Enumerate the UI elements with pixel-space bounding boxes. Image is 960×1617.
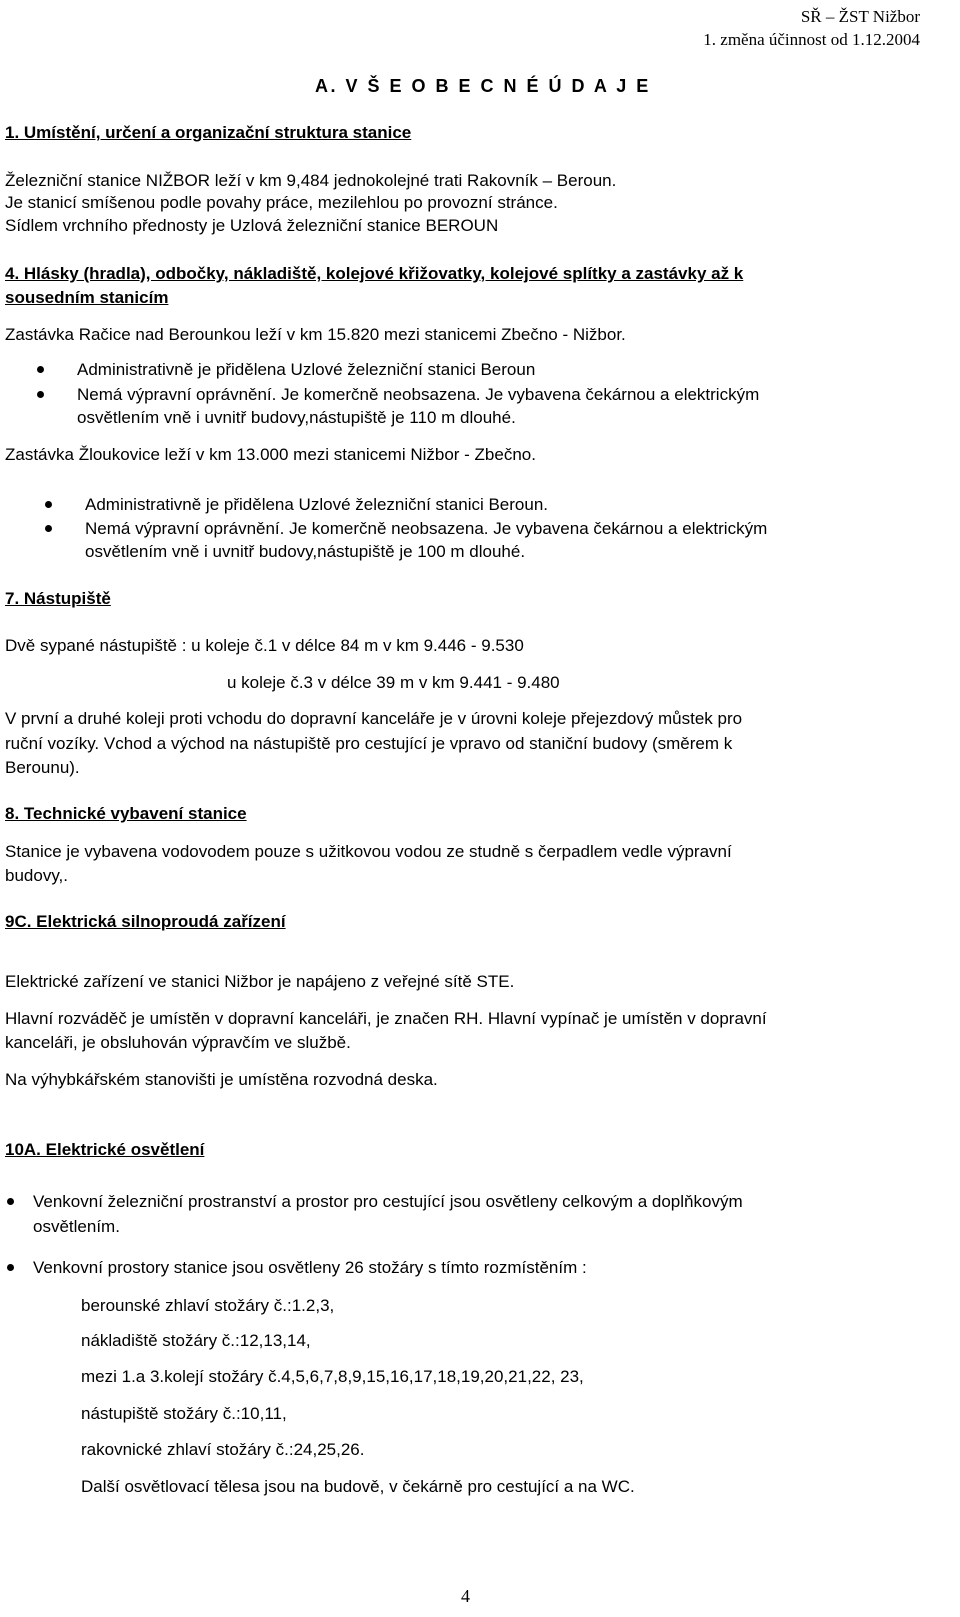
s7-line-1: Dvě sypané nástupiště : u koleje č.1 v délce 84 m v km 9.446 - 9.530	[5, 636, 524, 655]
page-number: 4	[461, 1586, 470, 1606]
stop-zloukovice-bullet-1: Administrativně je přidělena Uzlové železniční stanici Beroun.	[85, 495, 549, 514]
s10a-item-3: mezi 1.a 3.kolejí stožáry č.4,5,6,7,8,9,15,16,17,18,19,20,21,22, 23,	[81, 1367, 584, 1386]
section-9c-heading: 9C. Elektrická silnoproudá zařízení	[5, 912, 286, 931]
stop-zloukovice-bullet-2-line-1: Nemá výpravní oprávnění. Je komerčně neobsazena. Je vybavena čekárnou a elektrickým	[85, 519, 768, 538]
section-4-heading-line-2: sousedním stanicím	[5, 288, 169, 307]
stop-racice-bullet-2-line-2: osvětlením vně i uvnitř budovy,nástupiště je 110 m dlouhé.	[77, 408, 516, 427]
stop-zloukovice-bullet-2-line-2: osvětlením vně i uvnitř budovy,nástupiště je 100 m dlouhé.	[85, 542, 526, 561]
stop-zloukovice-intro: Zastávka Žloukovice leží v km 13.000 mezi stanicemi Nižbor - Zbečno.	[5, 445, 536, 464]
section-4-heading-line-1: 4. Hlásky (hradla), odbočky, nákladiště, kolejové křižovatky, kolejové splítky a zastávky až k	[5, 264, 744, 283]
section-8-heading: 8. Technické vybavení stanice	[5, 804, 247, 823]
s10a-item-2: nákladiště stožáry č.:12,13,14,	[81, 1331, 311, 1350]
stop-racice-intro: Zastávka Račice nad Berounkou leží v km 15.820 mezi stanicemi Zbečno - Nižbor.	[5, 325, 626, 344]
section-1-heading: 1. Umístění, určení a organizační struktura stanice	[5, 123, 412, 142]
s10a-item-5: rakovnické zhlaví stožáry č.:24,25,26.	[81, 1440, 365, 1459]
bullet-icon	[45, 525, 52, 532]
s10a-item-6: Další osvětlovací tělesa jsou na budově, v čekárně pro cestující a na WC.	[81, 1477, 635, 1496]
bullet-icon	[37, 391, 44, 398]
s10a-bullet-2: Venkovní prostory stanice jsou osvětleny 26 stožáry s tímto rozmístěním :	[33, 1258, 587, 1277]
s7-para-line-2: ruční vozíky. Vchod a východ na nástupiště pro cestující je vpravo od staniční budovy (směrem k	[5, 734, 733, 753]
s10a-bullet-1-line-2: osvětlením.	[33, 1217, 120, 1236]
s1-line-2: Je stanicí smíšenou podle povahy práce, mezilehlou po provozní stránce.	[5, 193, 558, 212]
s9c-para-3: Na výhybkářském stanovišti je umístěna rozvodná deska.	[5, 1070, 438, 1089]
stop-racice-bullet-1: Administrativně je přidělena Uzlové železniční stanici Beroun	[77, 360, 536, 379]
stop-racice-bullet-2-line-1: Nemá výpravní oprávnění. Je komerčně neobsazena. Je vybavena čekárnou a elektrickým	[77, 385, 760, 404]
s9c-para-2-line-1: Hlavní rozváděč je umístěn v dopravní kanceláři, je značen RH. Hlavní vypínač je umístěn v dopravní	[5, 1009, 767, 1028]
bullet-icon	[37, 366, 44, 373]
s10a-bullet-1-line-1: Venkovní železniční prostranství a prostor pro cestující jsou osvětleny celkovým a doplňkovým	[33, 1192, 743, 1211]
s8-line-1: Stanice je vybavena vodovodem pouze s užitkovou vodou ze studně s čerpadlem vedle výpravní	[5, 842, 732, 861]
bullet-icon	[7, 1264, 14, 1271]
header-doc-name: SŘ – ŽST Nižbor	[800, 7, 920, 26]
s10a-item-1: berounské zhlaví stožáry č.:1.2,3,	[81, 1296, 335, 1315]
section-10a-heading: 10A. Elektrické osvětlení	[5, 1140, 205, 1159]
bullet-icon	[45, 501, 52, 508]
s8-line-2: budovy,.	[5, 866, 69, 885]
s7-para-line-3: Berounu).	[5, 758, 80, 777]
bullet-icon	[7, 1198, 14, 1205]
part-title: A. V Š E O B E C N É Ú D A J E	[315, 76, 651, 96]
s1-line-3: Sídlem vrchního přednosty je Uzlová železniční stanice BEROUN	[5, 216, 499, 235]
s7-line-2: u koleje č.3 v délce 39 m v km 9.441 - 9.480	[227, 673, 560, 692]
s9c-para-2-line-2: kanceláři, je obsluhován výpravčím ve službě.	[5, 1033, 351, 1052]
header-revision: 1. změna účinnost od 1.12.2004	[703, 30, 920, 49]
section-7-heading: 7. Nástupiště	[5, 589, 111, 608]
s1-line-1: Železniční stanice NIŽBOR leží v km 9,484 jednokolejné trati Rakovník – Beroun.	[5, 171, 617, 190]
s10a-item-4: nástupiště stožáry č.:10,11,	[81, 1404, 287, 1423]
s7-para-line-1: V první a druhé koleji proti vchodu do dopravní kanceláře je v úrovni koleje přejezdový můstek pro	[5, 709, 743, 728]
s9c-para-1: Elektrické zařízení ve stanici Nižbor je napájeno z veřejné sítě STE.	[5, 972, 515, 991]
